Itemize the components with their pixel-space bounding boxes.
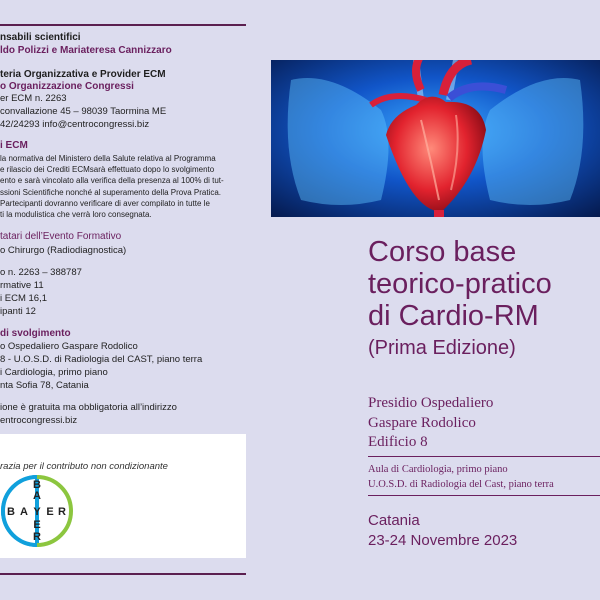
- right-panel: [250, 0, 600, 600]
- date-location-block: [368, 511, 517, 551]
- svg-text:A: A: [33, 490, 41, 502]
- section-title: tatari dell’Evento Formativo: [0, 231, 122, 242]
- svg-text:Y: Y: [33, 506, 41, 518]
- event-info-line: rmative 11: [0, 280, 44, 291]
- svg-text:R: R: [33, 531, 41, 543]
- ecm-line: ti la modulistica che verrà loro consegnata.: [0, 210, 152, 220]
- section-title: teria Organizzativa e Provider ECM: [0, 69, 166, 80]
- rooms-block: [368, 462, 554, 492]
- venue-line: o Ospedaliero Gaspare Rodolico: [0, 341, 138, 352]
- scientific-responsibles-section: [0, 32, 172, 56]
- title-line: teorico-pratico: [368, 268, 552, 300]
- course-title: [368, 236, 552, 332]
- ecm-line: e rilascio dei Crediti ECMsarà effettuato dopo lo svolgimento: [0, 165, 215, 175]
- divider: [368, 495, 600, 496]
- svg-text:E: E: [33, 519, 41, 531]
- section-title: i ECM: [0, 140, 28, 151]
- provider-line: 42/24293 info@centrocongressi.biz: [0, 119, 150, 130]
- responsibles-names: ldo Polizzi e Mariateresa Cannizzaro: [0, 45, 172, 56]
- ecm-line: Partecipanti dovranno verificare di aver compilato in tutte le: [0, 198, 210, 208]
- bayer-logo: [0, 474, 74, 548]
- top-divider: [0, 24, 246, 26]
- event-info-line: i ECM 16,1: [0, 293, 47, 304]
- registration-email[interactable]: entrocongressi.biz: [0, 415, 78, 426]
- section-title: di svolgimento: [0, 328, 71, 339]
- svg-text:E: E: [46, 506, 54, 518]
- ecm-line: ento e sarà vincolato alla verifica della presenza al 100% di tut-: [0, 176, 224, 186]
- provider-line: convallazione 45 – 98039 Taormina ME: [0, 106, 167, 117]
- venue-line: Presidio Ospedaliero: [368, 395, 494, 411]
- title-line: Corso base: [368, 236, 517, 268]
- bottom-divider: [0, 573, 246, 575]
- provider-line: er ECM n. 2263: [0, 93, 67, 104]
- event-info-line: o n. 2263 – 388787: [0, 267, 82, 278]
- provider-section: [0, 69, 166, 131]
- room-line: U.O.S.D. di Radiologia del Cast, piano terra: [368, 479, 554, 490]
- recipients-section: [0, 231, 126, 257]
- title-line: di Cardio-RM: [368, 300, 539, 332]
- svg-text:B: B: [7, 506, 15, 518]
- venue-line: nta Sofia 78, Catania: [0, 380, 89, 391]
- room-line: Aula di Cardiologia, primo piano: [368, 464, 508, 475]
- dates-label: 23-24 Novembre 2023: [368, 532, 518, 549]
- edition-label: (Prima Edizione): [368, 337, 516, 359]
- sponsor-text: razia per il contributo non condizionante: [0, 461, 168, 472]
- venue-section: [0, 328, 202, 392]
- city-label: Catania: [368, 512, 420, 529]
- recipients-line: o Chirurgo (Radiodiagnostica): [0, 245, 127, 256]
- venue-line: Gaspare Rodolico: [368, 414, 476, 431]
- section-title: nsabili scientifici: [0, 32, 81, 43]
- divider: [368, 456, 600, 457]
- ecm-line: la normativa del Ministero della Salute relativa al Programma: [0, 154, 216, 163]
- venue-line: i Cardiologia, primo piano: [0, 367, 108, 378]
- venue-line: Edificio 8: [368, 434, 428, 450]
- ecm-line: ssioni Scientifiche nonché al superamento della Prova Pratica.: [0, 187, 222, 197]
- svg-text:B: B: [33, 479, 41, 491]
- event-info-line: ipanti 12: [0, 306, 36, 317]
- venue-line: 8 - U.O.S.D. di Radiologia del CAST, piano terra: [0, 354, 203, 365]
- event-info-section: [0, 266, 82, 318]
- heart-illustration: [271, 60, 600, 217]
- svg-text:A: A: [20, 506, 28, 518]
- svg-text:R: R: [58, 506, 66, 518]
- left-panel: [0, 0, 250, 600]
- registration-line: ione è gratuita ma obbligatoria all’indirizzo: [0, 402, 177, 413]
- provider-org: o Organizzazione Congressi: [0, 81, 134, 92]
- ecm-section: [0, 140, 224, 220]
- venue-block: [368, 394, 493, 453]
- heart-icon: [271, 60, 600, 217]
- registration-section: [0, 401, 177, 427]
